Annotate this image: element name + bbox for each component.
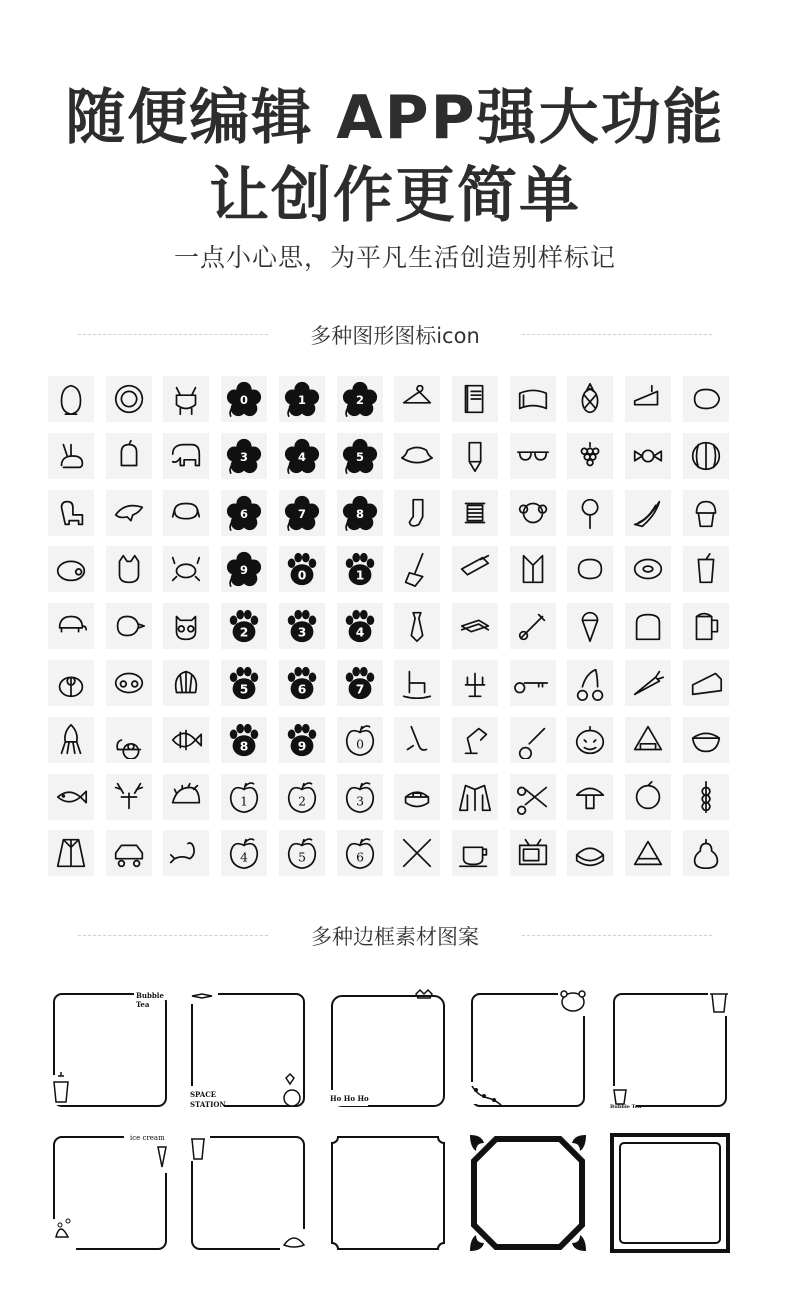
svg-text:4: 4 [240, 850, 249, 865]
cupcake-icon[interactable] [683, 490, 729, 536]
rocking-chair-icon[interactable] [394, 660, 440, 706]
drink-icon[interactable] [683, 546, 729, 592]
raccoon-icon[interactable] [163, 376, 209, 422]
bubble-tea-small-label: Bubble Tea [610, 1104, 642, 1110]
bird-icon[interactable] [106, 603, 152, 649]
flower-number-5-icon[interactable] [337, 433, 383, 479]
car-icon[interactable] [106, 830, 152, 876]
hohoho-label: Ho Ho Ho [330, 1094, 369, 1103]
saxophone-icon[interactable] [394, 717, 440, 763]
hanger-icon[interactable] [394, 376, 440, 422]
dolphin-icon[interactable] [106, 490, 152, 536]
svg-text:0: 0 [240, 392, 249, 407]
flower-number-2-icon[interactable] [337, 376, 383, 422]
lemon-icon[interactable] [683, 376, 729, 422]
frame-drink-croissant[interactable] [188, 1133, 308, 1253]
flower-number-6-icon[interactable] [221, 490, 267, 536]
page-title-line-2: 让创作更简单 [209, 161, 581, 231]
potato-icon[interactable] [567, 546, 613, 592]
flower-number-3-icon[interactable] [221, 433, 267, 479]
lollipop-icon[interactable] [567, 490, 613, 536]
fish-tropical-icon[interactable] [163, 717, 209, 763]
crab-icon[interactable] [163, 546, 209, 592]
key-icon[interactable] [510, 660, 556, 706]
svg-text:1: 1 [297, 392, 306, 407]
toast-icon[interactable] [625, 603, 671, 649]
fish-icon[interactable] [48, 774, 94, 820]
thread-spool-icon[interactable] [452, 490, 498, 536]
svg-text:3: 3 [240, 449, 249, 464]
apple-number-5-icon[interactable] [279, 830, 325, 876]
shell-icon[interactable] [163, 660, 209, 706]
svg-text:6: 6 [355, 850, 364, 865]
svg-text:7: 7 [355, 682, 364, 697]
svg-text:5: 5 [239, 682, 249, 697]
flower-number-7-icon[interactable] [279, 490, 325, 536]
sock-icon[interactable] [394, 490, 440, 536]
frame-coffee[interactable] [610, 990, 730, 1110]
penguin-icon[interactable] [48, 376, 94, 422]
frame-octagon-ornate[interactable] [468, 1133, 588, 1253]
pear-icon[interactable] [683, 830, 729, 876]
scorpion-icon[interactable] [163, 830, 209, 876]
svg-text:3: 3 [297, 625, 307, 640]
flower-number-0-icon[interactable] [221, 376, 267, 422]
elephant-icon[interactable] [163, 433, 209, 479]
squid-icon[interactable] [48, 717, 94, 763]
svg-text:4: 4 [355, 625, 364, 640]
turtle-icon[interactable] [48, 603, 94, 649]
shovel-icon[interactable] [452, 546, 498, 592]
frame-bubble-tea[interactable] [50, 990, 170, 1110]
tie-icon[interactable] [394, 603, 440, 649]
watermelon-icon[interactable] [683, 433, 729, 479]
pineapple-icon[interactable] [567, 376, 613, 422]
svg-text:2: 2 [297, 794, 306, 809]
hedgehog-icon[interactable] [163, 774, 209, 820]
apple-number-6-icon[interactable] [337, 830, 383, 876]
station-label: STATION [190, 1100, 226, 1109]
flower-number-9-icon[interactable] [221, 546, 267, 592]
rice-bowl-icon[interactable] [683, 717, 729, 763]
svg-text:0: 0 [355, 737, 364, 752]
svg-text:9: 9 [297, 739, 307, 754]
svg-text:2: 2 [239, 625, 249, 640]
cheese-icon[interactable] [683, 660, 729, 706]
ladybug-icon[interactable] [48, 660, 94, 706]
mushroom-icon[interactable] [567, 774, 613, 820]
paw-number-6-icon[interactable] [279, 660, 325, 706]
rabbit-icon[interactable] [48, 433, 94, 479]
frame-notched[interactable] [328, 1133, 448, 1253]
snail-icon[interactable] [106, 717, 152, 763]
orange-icon[interactable] [625, 774, 671, 820]
flower-number-8-icon[interactable] [337, 490, 383, 536]
page-title-line-1: 随便编辑 APP强大功能 [65, 83, 725, 153]
svg-text:7: 7 [297, 506, 306, 521]
page-subtitle: 一点小心思，为平凡生活创造别样标记 [173, 243, 616, 272]
guitar-icon[interactable] [510, 717, 556, 763]
chick-icon[interactable] [106, 433, 152, 479]
frames-section-title: 多种边框素材图案 [311, 925, 479, 949]
banana-icon[interactable] [625, 490, 671, 536]
paw-number-4-icon[interactable] [337, 603, 383, 649]
paw-number-9-icon[interactable] [279, 717, 325, 763]
svg-text:4: 4 [297, 449, 306, 464]
cat-icon[interactable] [106, 546, 152, 592]
sandwich-icon[interactable] [625, 830, 671, 876]
pie-icon[interactable] [567, 830, 613, 876]
svg-text:5: 5 [297, 850, 306, 865]
towel-icon[interactable] [510, 376, 556, 422]
donut-icon[interactable] [625, 546, 671, 592]
paw-number-3-icon[interactable] [279, 603, 325, 649]
tv-icon[interactable] [510, 830, 556, 876]
lion-icon[interactable] [106, 376, 152, 422]
cake-icon[interactable] [625, 376, 671, 422]
paw-number-2-icon[interactable] [221, 603, 267, 649]
paw-number-1-icon[interactable] [337, 546, 383, 592]
divider-right [522, 935, 712, 936]
grapes-icon[interactable] [567, 433, 613, 479]
cherry-icon[interactable] [567, 660, 613, 706]
apple-number-0-icon[interactable] [337, 717, 383, 763]
monkey-icon[interactable] [106, 660, 152, 706]
owl-icon[interactable] [163, 603, 209, 649]
violin-icon[interactable] [510, 603, 556, 649]
pig-icon[interactable] [48, 546, 94, 592]
moose-icon[interactable] [106, 774, 152, 820]
glasses-icon[interactable] [510, 433, 556, 479]
svg-text:8: 8 [355, 506, 364, 521]
desk-lamp-icon[interactable] [452, 717, 498, 763]
pencil-icon[interactable] [452, 433, 498, 479]
beer-icon[interactable] [683, 603, 729, 649]
book-stack-icon[interactable] [452, 603, 498, 649]
svg-text:1: 1 [240, 794, 249, 809]
onigiri-icon[interactable] [625, 717, 671, 763]
svg-text:2: 2 [355, 392, 364, 407]
dog-icon[interactable] [48, 490, 94, 536]
svg-text:6: 6 [297, 682, 307, 697]
coat-icon[interactable] [48, 830, 94, 876]
paw-number-8-icon[interactable] [221, 717, 267, 763]
paw-number-7-icon[interactable] [337, 660, 383, 706]
frame-hohoho[interactable] [328, 990, 448, 1110]
frames-section-header [0, 921, 790, 951]
apple-number-2-icon[interactable] [279, 774, 325, 820]
ice-cream-label: ice cream [130, 1134, 165, 1142]
jacket-icon[interactable] [452, 774, 498, 820]
skewer-icon[interactable] [683, 774, 729, 820]
suit-icon[interactable] [510, 546, 556, 592]
book-icon[interactable] [452, 376, 498, 422]
coffee-cup-icon[interactable] [452, 830, 498, 876]
svg-text:9: 9 [240, 563, 249, 578]
svg-text:3: 3 [355, 794, 364, 809]
svg-text:5: 5 [355, 449, 364, 464]
flower-number-1-icon[interactable] [279, 376, 325, 422]
flower-number-4-icon[interactable] [279, 433, 325, 479]
space-label: SPACE [190, 1090, 217, 1099]
apple-number-3-icon[interactable] [337, 774, 383, 820]
candy-icon[interactable] [625, 433, 671, 479]
divider-right [522, 334, 712, 335]
apple-number-1-icon[interactable] [221, 774, 267, 820]
paw-number-5-icon[interactable] [221, 660, 267, 706]
scissors-icon[interactable] [510, 774, 556, 820]
pumpkin-icon[interactable] [567, 717, 613, 763]
ice-cream-icon[interactable] [567, 603, 613, 649]
icons-section-header [0, 320, 790, 350]
hat-icon[interactable] [394, 433, 440, 479]
frame-bear[interactable] [468, 990, 588, 1110]
frame-double-square[interactable] [610, 1133, 730, 1253]
bear-icon[interactable] [510, 490, 556, 536]
carrot-icon[interactable] [625, 660, 671, 706]
telephone-icon[interactable] [394, 774, 440, 820]
svg-text:1: 1 [355, 568, 364, 583]
paw-number-0-icon[interactable] [279, 546, 325, 592]
apple-number-4-icon[interactable] [221, 830, 267, 876]
broom-icon[interactable] [394, 546, 440, 592]
svg-text:8: 8 [239, 739, 249, 754]
candlestick-icon[interactable] [452, 660, 498, 706]
svg-text:6: 6 [240, 506, 249, 521]
chopsticks-icon[interactable] [394, 830, 440, 876]
frame-ice-cream[interactable] [50, 1133, 170, 1253]
frame-space-station[interactable] [188, 990, 308, 1110]
icons-section-title: 多种图形图标icon [310, 324, 480, 348]
svg-text:0: 0 [297, 568, 307, 583]
bubble-tea-label: Bubble Tea [136, 991, 164, 1009]
puppy-icon[interactable] [163, 490, 209, 536]
